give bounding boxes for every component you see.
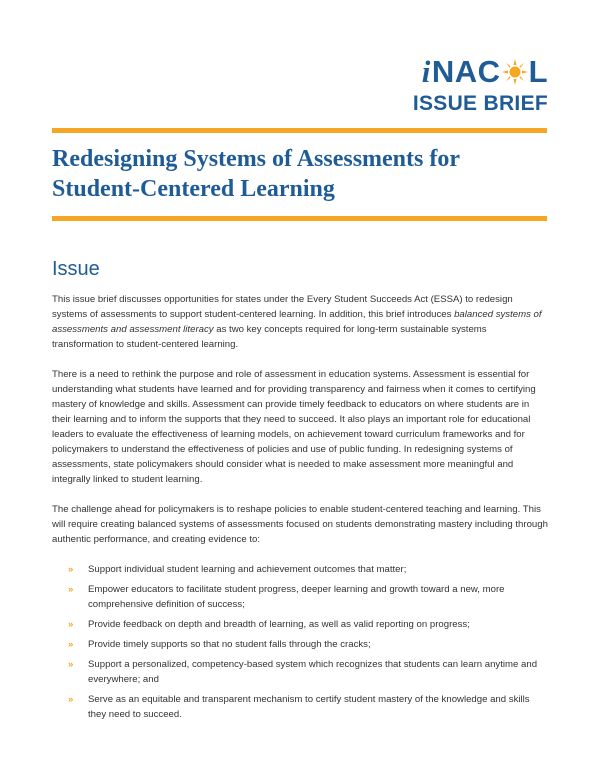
sun-icon bbox=[502, 59, 528, 85]
bullet-icon: » bbox=[68, 659, 74, 670]
top-divider bbox=[52, 128, 547, 133]
evidence-list bbox=[52, 562, 550, 722]
paragraph-purpose: There is a need to rethink the purpose and role of assessment in education systems. Assessment is essential for understanding what students have learned and for providing transparency and fairness when it comes to certifying mastery of knowledge and skills. Assessment can provide timely feedback to educators on where students are in their learning and to inform the supports that they need to succeed. It also plays an important role for educational leaders to evaluate the effectiveness of learning models, on achievement toward curriculum frameworks and for policymakers to understand the effectiveness of policies and use of public funding. In redesigning systems of assessments, state policymakers should consider what is needed to make assessment more meaningful and integrally linked to student learning. bbox=[52, 369, 536, 485]
section-heading: Issue bbox=[52, 258, 100, 280]
header bbox=[413, 56, 548, 114]
list-item: » Provide feedback on depth and breadth of learning, as well as valid reporting on progress; bbox=[68, 619, 470, 630]
logo-text-pre: NAC bbox=[431, 54, 501, 89]
list-item: » Serve as an equitable and transparent mechanism to certify student mastery of the knowledge and skills they need to succeed. bbox=[68, 694, 530, 720]
list-item: » Support individual student learning and achievement outcomes that matter; bbox=[68, 564, 407, 575]
bullet-icon: » bbox=[68, 639, 74, 650]
inacol-logo bbox=[413, 56, 548, 87]
bullet-icon: » bbox=[68, 694, 74, 705]
logo-text-post: L bbox=[528, 54, 548, 89]
bullet-icon: » bbox=[68, 619, 74, 630]
paragraph-intro: This issue brief discusses opportunities for states under the Every Student Succeeds Act (ESSA) to redesign systems of assessments to support student-centered learning. In addition, this brief introduces balanced systems of assessments and assessment literacy as two key concepts required for long-term sustainable systems transformation to student-centered learning. bbox=[52, 294, 542, 350]
page-title: Redesigning Systems of Assessments for Student-Centered Learning bbox=[52, 146, 460, 202]
bottom-divider bbox=[52, 216, 547, 221]
bullet-icon: » bbox=[68, 564, 74, 575]
key-concepts: balanced systems of assessments and assessment literacy bbox=[52, 309, 542, 335]
list-item: » Provide timely supports so that no student falls through the cracks; bbox=[68, 639, 371, 650]
logo-i: i bbox=[421, 54, 431, 89]
body-text bbox=[52, 292, 550, 727]
issue-brief-label: ISSUE BRIEF bbox=[412, 92, 548, 115]
bullet-icon: » bbox=[68, 584, 74, 595]
paragraph-challenge: The challenge ahead for policymakers is to reshape policies to enable student-centered teaching and learning. This will require creating balanced systems of assessments focused on students demonstrating mastery including through authentic performance, and creating evidence to: bbox=[52, 504, 548, 545]
list-item: » Support a personalized, competency-based system which recognizes that students can learn anytime and everywhere; and bbox=[68, 659, 538, 685]
list-item: » Empower educators to facilitate student progress, deeper learning and growth toward a new, more comprehensive definition of success; bbox=[68, 584, 505, 610]
